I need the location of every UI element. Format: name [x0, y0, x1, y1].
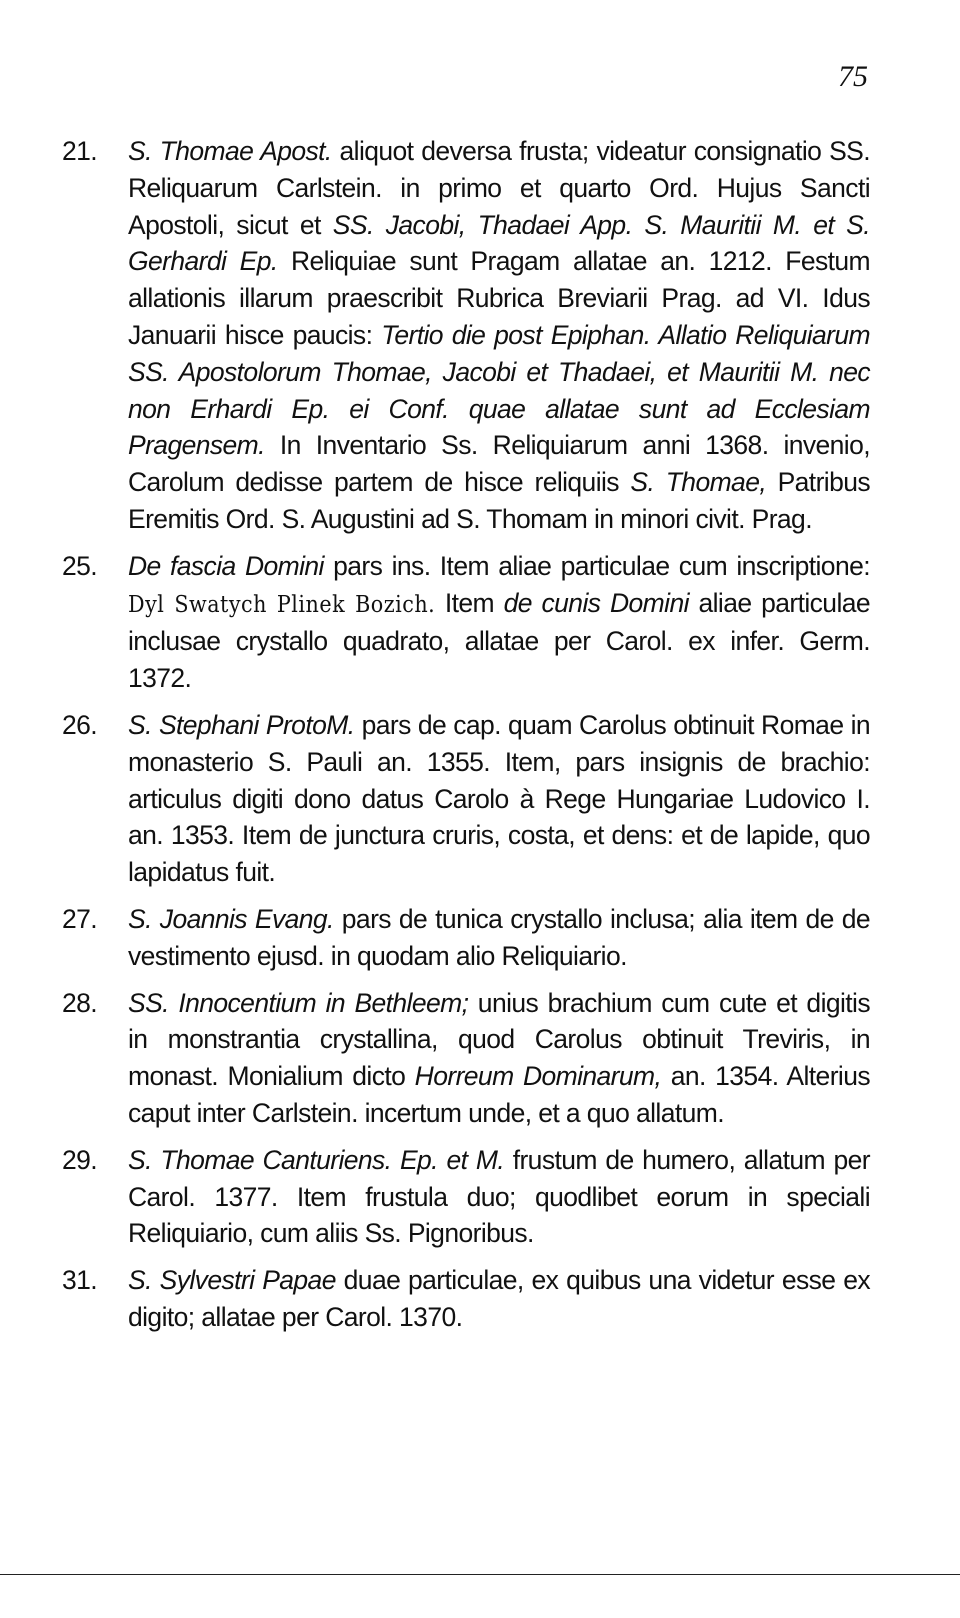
entry-italic-text: Horreum Dominarum,	[414, 1061, 662, 1092]
entry-list	[62, 133, 870, 1346]
entry-italic-text: S. Stephani ProtoM.	[128, 709, 355, 740]
entry-item	[62, 985, 870, 1132]
entry-text: duae particulae, ex quibus una videtur esse ex digito; allatae per Carol. 1370.	[128, 1265, 871, 1332]
entry-italic-text: S. Thomae Canturiens. Ep. et M.	[128, 1144, 505, 1175]
page-number: 75	[838, 60, 868, 93]
entry-number: 31.	[62, 1265, 98, 1296]
entry-text: an. 1354. Alterius caput inter Carlstein. incertum unde, et a quo allatum.	[128, 1061, 870, 1128]
entry-item	[62, 548, 870, 697]
entry-italic-text: S. Thomae,	[630, 467, 767, 498]
entry-number: 21.	[62, 136, 98, 166]
entry-text: aliae particulae inclusae crystallo quadrato, allatae per Carol. ex infer. Germ. 1372.	[128, 587, 871, 694]
entry-number: 26.	[62, 709, 98, 740]
entry-number: 29.	[62, 1144, 98, 1175]
entry-number: 28.	[62, 987, 98, 1018]
entry-number: 25.	[62, 550, 98, 581]
entry-text: Patribus Eremitis Ord. S. Augustini ad S. Thomam in minori civit. Prag.	[128, 467, 871, 534]
bottom-rule	[0, 1574, 960, 1575]
entry-text: pars de cap. quam Carolus obtinuit Romae in monasterio S. Pauli an. 1355. Item, pars insignis de brachio: articulus digiti dono datus Carolo à Rege Hungariae Ludovico I. an. 1353. Item de junctura cruris, costa, et dens: et de lapide, quo lapidatus fuit.	[128, 709, 870, 888]
entry-text: Reliquiae sunt Pragam allatae an. 1212. Festum allationis illarum praescribit Rubrica Breviarii Prag. ad VI. Idus Januarii hisce paucis:	[128, 246, 870, 350]
entry-item	[62, 707, 870, 891]
entry-text: unius brachium cum cute et digitis in monstrantia crystallina, quod Carolus obtinuit Treviris, in monast. Monialium dicto	[128, 987, 870, 1092]
entry-item	[62, 1142, 870, 1252]
entry-item	[62, 133, 870, 538]
entry-inscription: Dyl Swatych Plinek Bozich.	[128, 591, 436, 618]
entry-text: pars ins. Item aliae particulae cum inscriptione:	[323, 550, 870, 581]
entry-item	[62, 901, 870, 975]
entry-text: In Inventario Ss. Reliquiarum anni 1368. invenio, Carolum dedisse partem de hisce reliquiis	[128, 430, 870, 498]
entry-italic-text: SS. Innocentium in Bethleem;	[128, 987, 469, 1018]
entry-text: frustum de humero, allatum per Carol. 1377. Item frustula duo; quodlibet eorum in speciali Reliquiario, cum aliis Ss. Pignoribus.	[128, 1144, 870, 1249]
entry-number: 27.	[62, 903, 98, 934]
entry-italic-text: de cunis Domini	[503, 587, 689, 618]
entry-item	[62, 1262, 870, 1336]
entry-italic-text: Tertio die post Epiphan. Allatio Reliquiarum SS. Apostolorum Thomae, Jacobi et Thadaei, et Mauritii M. nec non Erhardi Ep. ei Conf. quae allatae sunt ad Ecclesiam Pragensem.	[128, 319, 870, 461]
entry-italic-text: S. Thomae Apost.	[128, 136, 332, 166]
entry-italic-text: S. Sylvestri Papae	[128, 1265, 336, 1296]
entry-text: Item	[435, 587, 504, 618]
entry-text: aliquot deversa frusta; videatur consignatio SS. Reliquarum Carlstein. in primo et quarto Ord. Hujus Sancti Apostoli, sicut et	[128, 136, 870, 240]
entry-italic-text: De fascia Domini	[128, 550, 324, 581]
entry-italic-text: SS. Jacobi, Thadaei App. S. Mauritii M. et S. Gerhardi Ep.	[128, 209, 871, 277]
entry-italic-text: S. Joannis Evang.	[128, 903, 334, 934]
entry-text: pars de tunica crystallo inclusa; alia item de de vestimento ejusd. in quodam alio Reliquiario.	[128, 903, 871, 971]
